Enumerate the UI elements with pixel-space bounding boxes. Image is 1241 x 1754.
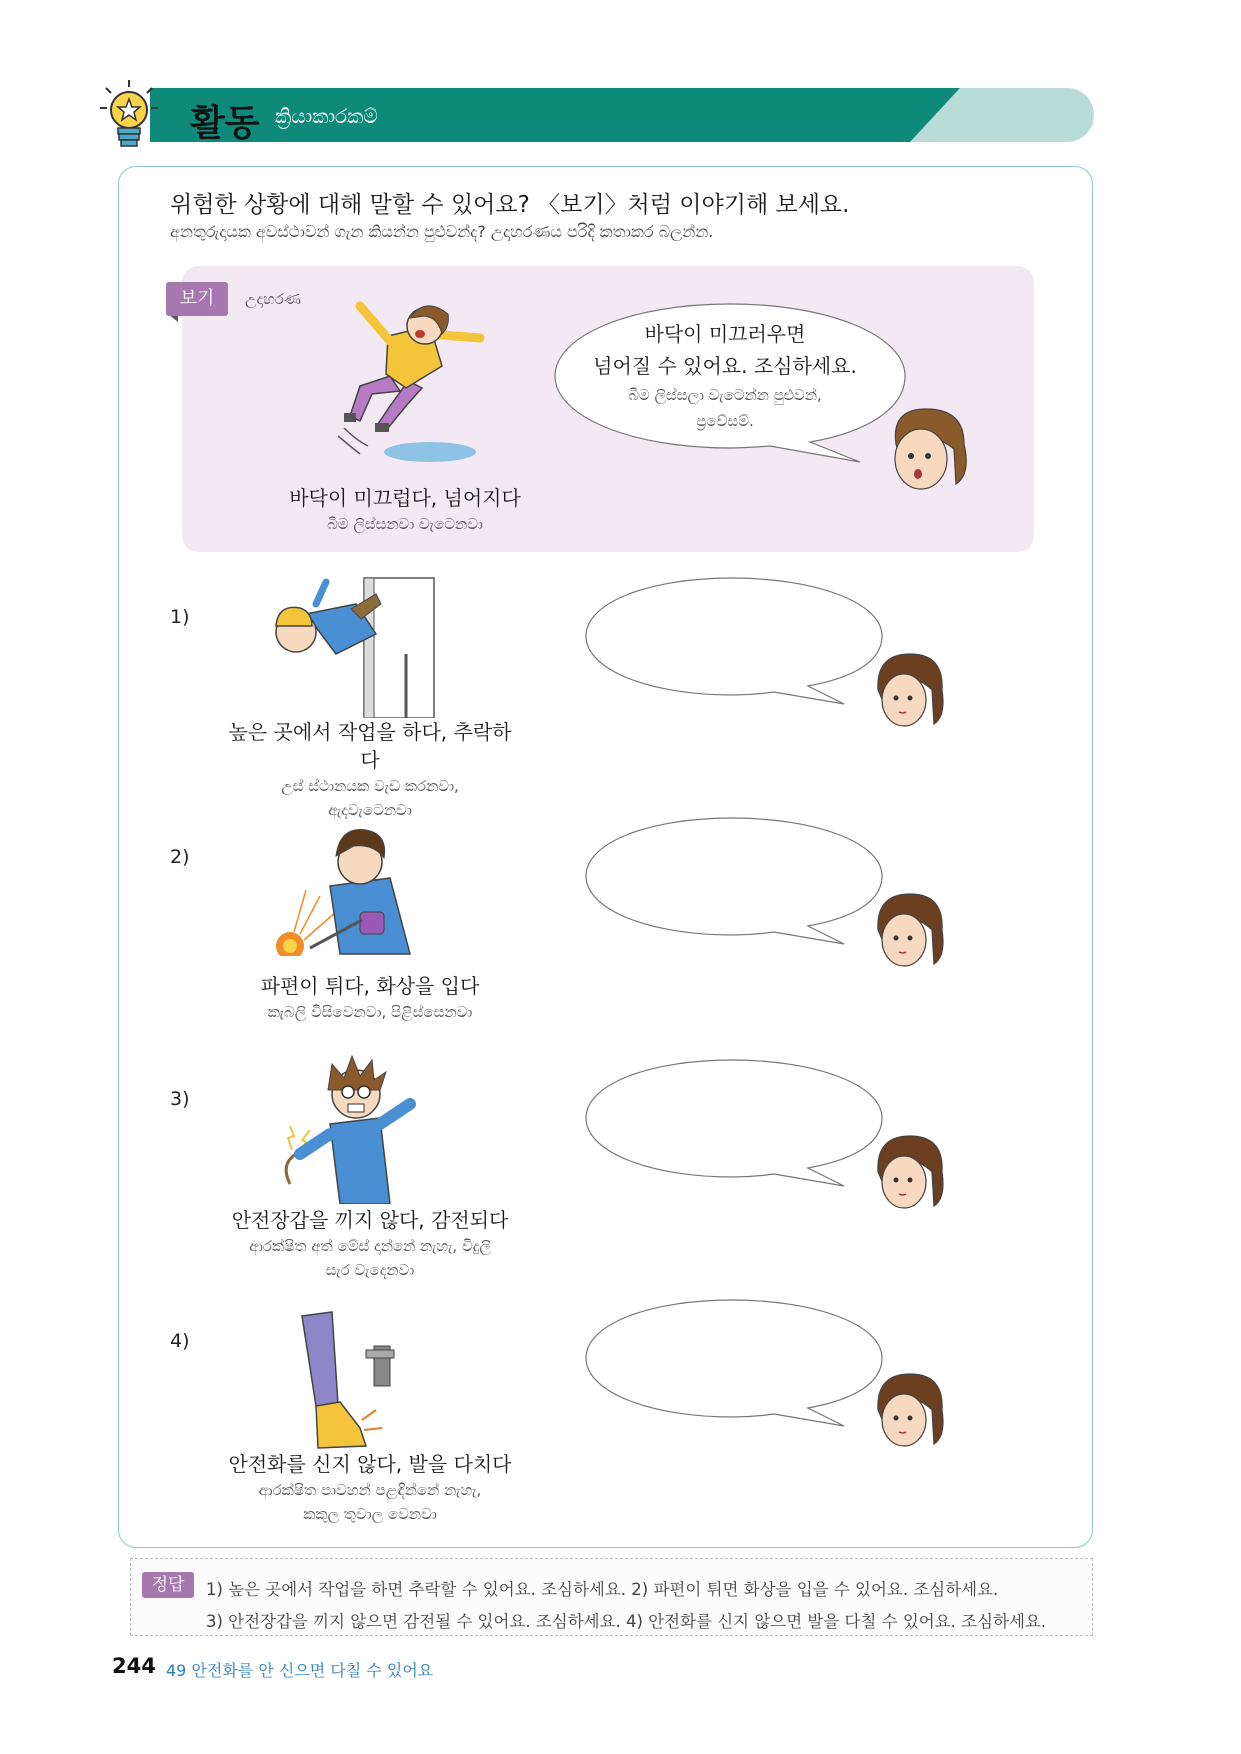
item-1-korean: 높은 곳에서 작업을 하다, 추락하다 <box>228 720 512 772</box>
item-1-woman-face-illustration <box>866 650 950 734</box>
example-tag-sinhala: උදාහරණ <box>245 290 301 308</box>
banner-wedge <box>910 88 960 142</box>
answer-line-1: 1) 높은 곳에서 작업을 하면 추락할 수 있어요. 조심하세요. 2) 파편이 튀면 화상을 입을 수 있어요. 조심하세요. <box>206 1580 999 1599</box>
slipping-woman-illustration <box>330 296 510 471</box>
example-bubble-text <box>560 318 890 434</box>
question-korean: 위험한 상황에 대해 말할 수 있어요? 〈보기〉처럼 이야기해 보세요. <box>170 192 850 218</box>
item-number-4: 4) <box>170 1330 190 1352</box>
lightbulb-icon <box>98 78 160 152</box>
item-4-sinhala1: ආරක්ෂිත පාවහන් පළඳින්නේ නැහැ, <box>258 1481 482 1499</box>
header-banner <box>150 88 1094 142</box>
item-number-1: 1) <box>170 606 190 628</box>
section-title: 활동 <box>190 103 260 144</box>
lesson-title: 49 안전화를 안 신으면 다칠 수 있어요 <box>166 1661 434 1680</box>
speaker-woman-face-illustration <box>876 404 976 500</box>
item-4-woman-face-illustration <box>866 1370 950 1454</box>
example-caption <box>280 484 530 536</box>
item-3-empty-speech-bubble <box>582 1056 886 1190</box>
item-3-sinhala1: ආරක්ෂිත අත් මේස් දාන්නේ නැහැ, විදුලි <box>249 1237 491 1255</box>
item-4-empty-speech-bubble <box>582 1296 886 1430</box>
question-sinhala: අනතුරුදායක අවස්ථාවන් ගැන කියන්න පුළුවන්ද? උදාහරණය පරිදි කතාකර බලන්න. <box>170 222 714 241</box>
item-1-empty-speech-bubble <box>582 574 886 708</box>
page-number: 244 <box>112 1654 156 1678</box>
example-bubble-line1: 바닥이 미끄러우면 <box>644 322 806 346</box>
electric-shock-worker-illustration <box>270 1054 430 1204</box>
section-subtitle: ක්‍රියාකාරකම් <box>275 104 378 128</box>
item-1-caption <box>220 718 520 822</box>
item-1-sinhala2: ඇදවැටෙනවා <box>328 801 412 819</box>
item-2-caption <box>220 972 520 1024</box>
answer-tag: 정답 <box>142 1572 194 1598</box>
example-bubble-line2: 넘어질 수 있어요. 조심하세요. <box>593 354 857 378</box>
example-bubble-sinhala1: බිම ලිස්සලා වැටෙන්න පුළුවන්, <box>628 386 822 404</box>
item-4-caption <box>210 1450 530 1526</box>
item-3-sinhala2: සැර වැදෙනවා <box>325 1261 415 1279</box>
item-number-2: 2) <box>170 846 190 868</box>
item-2-woman-face-illustration <box>866 890 950 974</box>
example-bubble-sinhala2: ප්‍රවේසම්. <box>696 412 754 430</box>
item-3-woman-face-illustration <box>866 1132 950 1216</box>
item-4-korean: 안전화를 신지 않다, 발을 다치다 <box>228 1452 512 1476</box>
item-3-korean: 안전장갑을 끼지 않다, 감전되다 <box>231 1208 509 1232</box>
item-2-korean: 파편이 튀다, 화상을 입다 <box>260 974 480 998</box>
item-1-sinhala1: උස් ස්ථානයක වැඩ කරනවා, <box>281 777 459 795</box>
example-caption-sinhala: බිම ලිස්සනවා වැටෙනවා <box>327 515 483 533</box>
item-2-empty-speech-bubble <box>582 814 886 948</box>
falling-worker-illustration <box>266 574 436 718</box>
banner-dark-band <box>150 88 950 142</box>
item-2-sinhala1: කැබලි විසිවෙනවා, පිළිස්සෙනවා <box>267 1003 473 1021</box>
foot-injury-illustration <box>290 1310 410 1450</box>
welding-worker-illustration <box>270 816 430 956</box>
item-number-3: 3) <box>170 1088 190 1110</box>
example-tag: 보기 <box>166 282 228 316</box>
example-caption-korean: 바닥이 미끄럽다, 넘어지다 <box>289 486 521 510</box>
item-3-caption <box>200 1206 540 1282</box>
item-4-sinhala2: කකුල තුවාල වෙනවා <box>303 1505 437 1523</box>
answer-line-2: 3) 안전장갑을 끼지 않으면 감전될 수 있어요. 조심하세요. 4) 안전화를 신지 않으면 발을 다칠 수 있어요. 조심하세요. <box>206 1612 1047 1631</box>
